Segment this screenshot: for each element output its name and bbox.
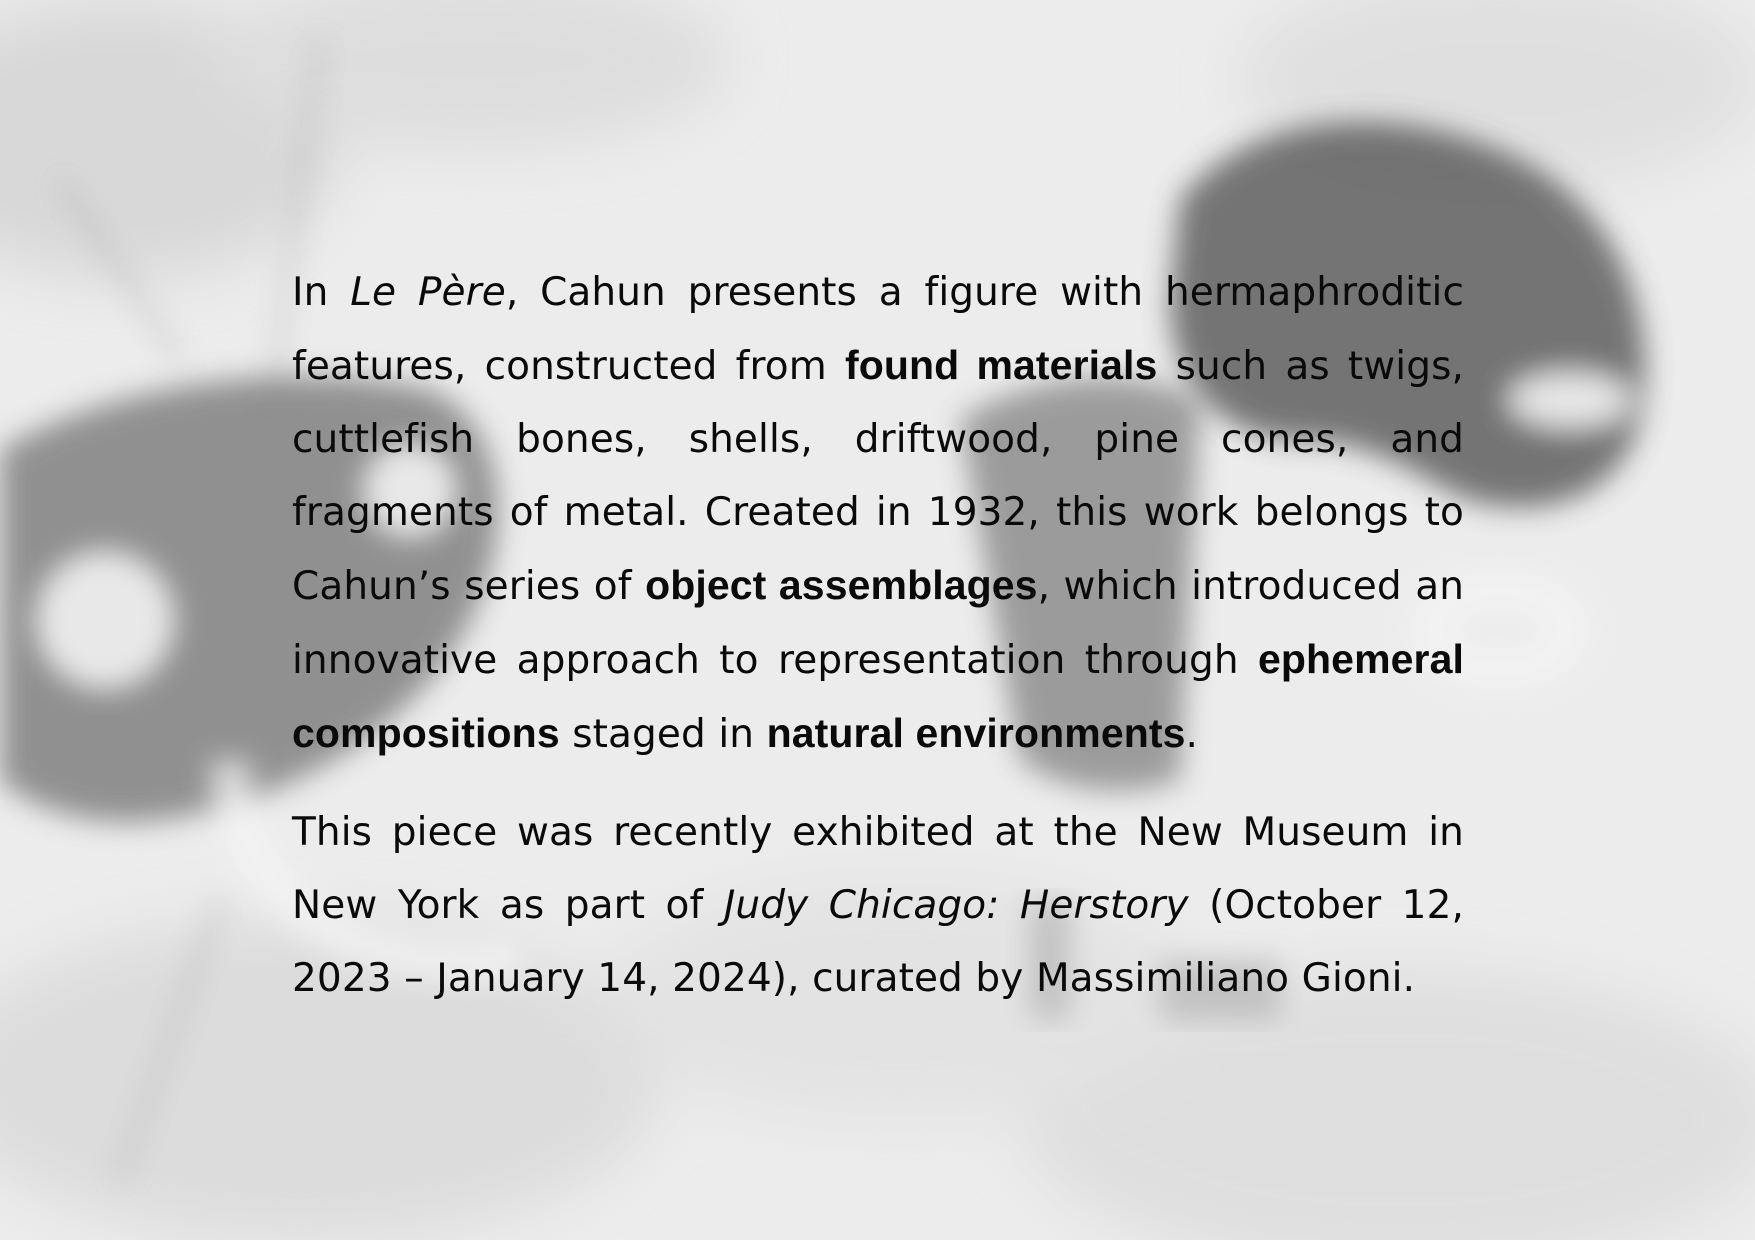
text-segment: This piece was recently exhibited at the New Museum in New York as part of (292, 810, 1464, 928)
text-segment: staged in (559, 712, 767, 757)
artwork-title: Le Père (350, 270, 506, 315)
text-segment: (October 12, 2023 – January 14, 2024), curated by Massimiliano Gioni. (292, 883, 1465, 1001)
emphasis-object-assemblages: object assemblages (645, 562, 1038, 608)
paragraph-description (292, 256, 1464, 771)
emphasis-natural-environments: natural environments (766, 710, 1186, 756)
article-body (292, 256, 1464, 1015)
exhibition-title: Judy Chicago: Herstory (723, 883, 1189, 928)
emphasis-found-materials: found materials (845, 342, 1158, 388)
text-segment: , which introduced an innovative approach to representation through (292, 564, 1465, 683)
text-segment: such as twigs, cuttlefish bones, shells, driftwood, pine cones, and fragments of metal. Created in 1932, this work belongs to Cahun’s series of (292, 344, 1464, 609)
emphasis-ephemeral-compositions: ephemeral compositions (292, 636, 1464, 756)
text-segment: , Cahun presents a figure with hermaphroditic features, constructed from (292, 270, 1464, 389)
text-segment: . (1185, 712, 1199, 757)
text-segment: In (292, 270, 351, 315)
paragraph-exhibition (292, 796, 1464, 1015)
